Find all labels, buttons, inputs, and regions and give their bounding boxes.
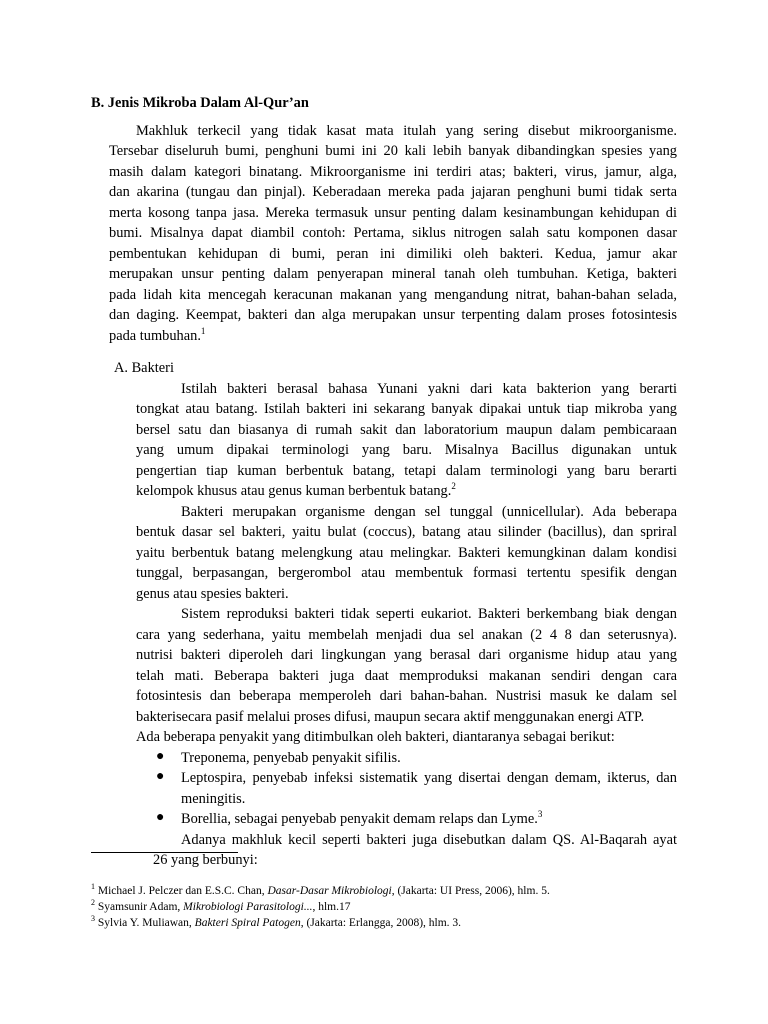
- paragraph-line: Tersebar diseluruh bumi, penghuni bumi ini 20 kali lebih banyak dibandingkan spesies yang: [109, 143, 677, 159]
- footnote-title: Mikrobiologi Parasitologi...: [183, 901, 313, 913]
- footnote-publication: , (Jakarta: Erlangga, 2008), hlm. 3.: [300, 917, 462, 929]
- paragraph-line: dan daging. Keempat, bakteri dan alga merupakan unsur terpenting dalam proses fotosintesis: [109, 307, 677, 323]
- footnote-ref: 1: [200, 326, 206, 337]
- list-item: Borellia, sebagai penyebab penyakit demam relaps dan Lyme.$^3$: [181, 809, 543, 827]
- footnote-publication: , (Jakarta: UI Press, 2006), hlm. 5.: [391, 885, 550, 897]
- paragraph-line: merupakan unsur penting dalam penyerapan mineral tanah oleh tumbuhan. Ketiga, bakteri: [109, 266, 677, 282]
- paragraph-line: genus atau spesies bakteri.: [136, 586, 289, 602]
- bullet-dot-icon: ●: [156, 769, 165, 784]
- footnote-author: Michael J. Pelczer dan E.S.C. Chan,: [97, 885, 268, 897]
- footnote-number: 2: [91, 898, 95, 908]
- paragraph-line: Adanya makhluk kecil seperti bakteri juga disebutkan dalam QS. Al-Baqarah ayat: [181, 832, 677, 848]
- footnote: [91, 883, 550, 899]
- paragraph-line: Sistem reproduksi bakteri tidak seperti eukariot. Bakteri berkembang biak dengan: [181, 606, 677, 622]
- footnote-title: Dasar-Dasar Mikrobiologi: [267, 885, 392, 897]
- bullet-dot-icon: ●: [156, 749, 165, 764]
- paragraph-line: nutrisi bakteri diperoleh dari lingkungan yang berasal dari organisme hidup atau yang: [136, 647, 677, 663]
- paragraph-line: Istilah bakteri berasal bahasa Yunani yakni dari kata bakterion yang berarti: [181, 381, 677, 397]
- paragraph-line: Ada beberapa penyakit yang ditimbulkan oleh bakteri, diantaranya sebagai berikut:: [136, 729, 615, 745]
- paragraph-line: pada tumbuhan.$^1$: [109, 326, 206, 344]
- footnote-separator: [91, 852, 238, 853]
- paragraph-line: bakterisecara pasif melalui proses difusi, maupun secara aktif menggunakan energi ATP.: [136, 709, 645, 725]
- footnote-author: Syamsunir Adam,: [97, 901, 184, 913]
- bullet-dot-icon: ●: [156, 810, 165, 825]
- paragraph-line: yang umum dipakai terminologi yang baru. Misalnya Bacillus digunakan untuk: [136, 442, 677, 458]
- paragraph-line: dan akarina (tungau dan pinjal). Keberadaan mereka pada jajaran penghuni bumi tidak serta: [109, 184, 677, 200]
- paragraph-line: yaitu berbentuk batang melengkung atau melingkar. Bakteri kemungkinan dalam kondisi: [136, 545, 677, 561]
- paragraph-line: fotosintesis dan beberapa memperoleh dari bahan-bahan. Nustrisi masuk ke dalam sel: [136, 688, 677, 704]
- paragraph-line: tongkat atau batang. Istilah bakteri ini sekarang banyak dipakai untuk tiap mikroba yang: [136, 401, 677, 417]
- paragraph-line: bentuk dasar sel bakteri, yaitu bulat (coccus), batang atau silinder (bacillus), dan spriral: [136, 524, 677, 540]
- footnote-number: 1: [91, 882, 95, 892]
- footnote: [91, 899, 350, 915]
- paragraph-line: Makhluk terkecil yang tidak kasat mata itulah yang sering disebut mikroorganisme.: [136, 123, 677, 139]
- footnote-title: Bakteri Spiral Patogen: [194, 917, 301, 929]
- paragraph-line: pada lidah kita mencegah keracunan makanan yang mengandung nitrat, bahan-bahan selada,: [109, 287, 677, 303]
- section-heading: B. Jenis Mikroba Dalam Al-Qur’an: [91, 95, 309, 111]
- footnote-publication: , hlm.17: [312, 901, 351, 913]
- paragraph-line: merta kosong tanpa jasa. Mereka termasuk unsur penting dalam kesinambungan kehidupan di: [109, 205, 677, 221]
- paragraph-line: pembentukan kehidupan di bumi, peran ini dimiliki oleh bakteri. Kedua, jamur akar: [109, 246, 677, 262]
- list-item: Leptospira, penyebab infeksi sistematik yang disertai dengan demam, ikterus, dan: [181, 770, 677, 786]
- paragraph-line: bumi. Misalnya dapat diambil contoh: Pertama, siklus nitrogen salah satu komponen dasar: [109, 225, 677, 241]
- paragraph-line: telah mati. Beberapa bakteri juga daat memproduksi makanan sendiri dengan cara: [136, 668, 677, 684]
- paragraph-line: tunggal, berpasangan, bergerombol atau membentuk formasi tertentu spesifik dengan: [136, 565, 677, 581]
- subsection-heading: A. Bakteri: [114, 360, 174, 376]
- paragraph-line: pengertian tiap kuman berbentuk batang, tetapi dalam terminologi yang baru berarti: [136, 463, 677, 479]
- list-item-continuation: meningitis.: [181, 791, 246, 807]
- footnote-ref: 2: [451, 481, 456, 492]
- footnote-number: 3: [91, 914, 95, 924]
- paragraph-line: Bakteri merupakan organisme dengan sel tunggal (unnicellular). Ada beberapa: [181, 504, 677, 520]
- paragraph-line: 26 yang berbunyi:: [153, 852, 258, 868]
- paragraph-line: bersel satu dan biasanya di rumah sakit dan laboratorium maupun dalam pembicaraan: [136, 422, 677, 438]
- list-item: Treponema, penyebab penyakit sifilis.: [181, 750, 401, 766]
- paragraph-line: cara yang sederhana, yaitu membelah menjadi dua sel anakan (2 4 8 dan seterusnya).: [136, 627, 677, 643]
- footnote: [91, 915, 461, 931]
- footnote-ref: 3: [537, 809, 543, 820]
- paragraph-line: kelompok khusus atau genus kuman berbentuk batang.$^2$: [136, 481, 456, 499]
- footnote-author: Sylvia Y. Muliawan,: [97, 917, 195, 929]
- paragraph-line: masih dalam kategori binatang. Mikroorganisme ini terdiri atas; bakteri, virus, jamur, alga,: [109, 164, 677, 180]
